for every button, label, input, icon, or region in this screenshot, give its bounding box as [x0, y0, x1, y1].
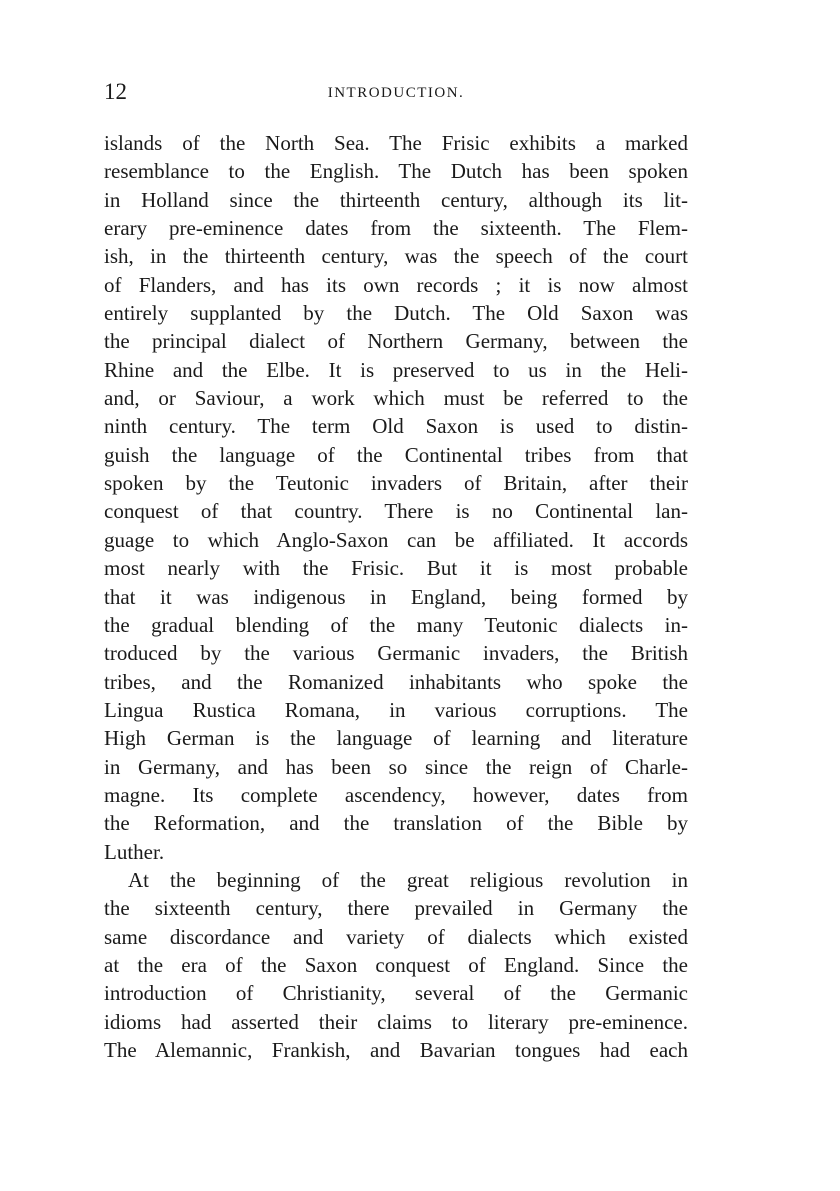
text-line: guish the language of the Continental tribes from that	[104, 442, 688, 467]
paragraph	[104, 866, 688, 1064]
text-line: Rhine and the Elbe. It is preserved to us in the Heli-	[104, 357, 688, 382]
text-line: High German is the language of learning and literature	[104, 726, 688, 751]
text-line: islands of the North Sea. The Frisic exhibits a marked	[104, 131, 688, 155]
text-line: in Holland since the thirteenth century, although its lit-	[104, 187, 688, 212]
text-line: troduced by the various Germanic invaders, the British	[104, 641, 688, 666]
text-line: spoken by the Teutonic invaders of Britain, after their	[104, 471, 688, 496]
text-line: same discordance and variety of dialects which existed	[104, 924, 688, 949]
text-line: of Flanders, and has its own records ; it is now almost	[104, 272, 688, 297]
text-line: At the beginning of the great religious revolution in	[128, 867, 688, 892]
text-line: the gradual blending of the many Teutonic dialects in-	[104, 612, 688, 637]
text-line: that it was indigenous in England, being formed by	[104, 584, 688, 609]
text-line: Lingua Rustica Romana, in various corruptions. The	[104, 697, 688, 722]
text-line: erary pre-eminence dates from the sixteenth. The Flem-	[104, 216, 688, 241]
text-line: Luther.	[104, 839, 165, 864]
text-line: idioms had asserted their claims to literary pre-eminence.	[104, 1009, 688, 1034]
text-line: ish, in the thirteenth century, was the speech of the court	[104, 244, 688, 269]
text-line: The Alemannic, Frankish, and Bavarian tongues had each	[104, 1038, 688, 1062]
text-line: the principal dialect of Northern Germany, between the	[104, 329, 688, 354]
paragraph	[104, 129, 688, 866]
text-line: tribes, and the Romanized inhabitants who spoke the	[104, 669, 688, 694]
text-line: ninth century. The term Old Saxon is used to distin-	[104, 414, 688, 439]
page-header	[104, 78, 688, 108]
text-line: most nearly with the Frisic. But it is most probable	[104, 556, 688, 581]
text-line: introduction of Christianity, several of the Germanic	[104, 981, 688, 1006]
text-line: conquest of that country. There is no Continental lan-	[104, 499, 688, 524]
page-number: 12	[104, 79, 127, 104]
text-line: at the era of the Saxon conquest of England. Since the	[104, 952, 688, 977]
body-text	[104, 129, 688, 1064]
text-line: and, or Saviour, a work which must be referred to the	[104, 386, 688, 411]
text-line: resemblance to the English. The Dutch has been spoken	[104, 159, 688, 184]
text-line: the Reformation, and the translation of the Bible by	[104, 811, 688, 836]
text-line: magne. Its complete ascendency, however, dates from	[104, 782, 688, 807]
text-line: in Germany, and has been so since the reign of Charle-	[104, 754, 688, 779]
text-line: guage to which Anglo-Saxon can be affiliated. It accords	[104, 527, 688, 552]
text-line: the sixteenth century, there prevailed in Germany the	[104, 896, 688, 921]
text-line: entirely supplanted by the Dutch. The Old Saxon was	[104, 301, 688, 326]
running-head: INTRODUCTION.	[327, 85, 465, 101]
